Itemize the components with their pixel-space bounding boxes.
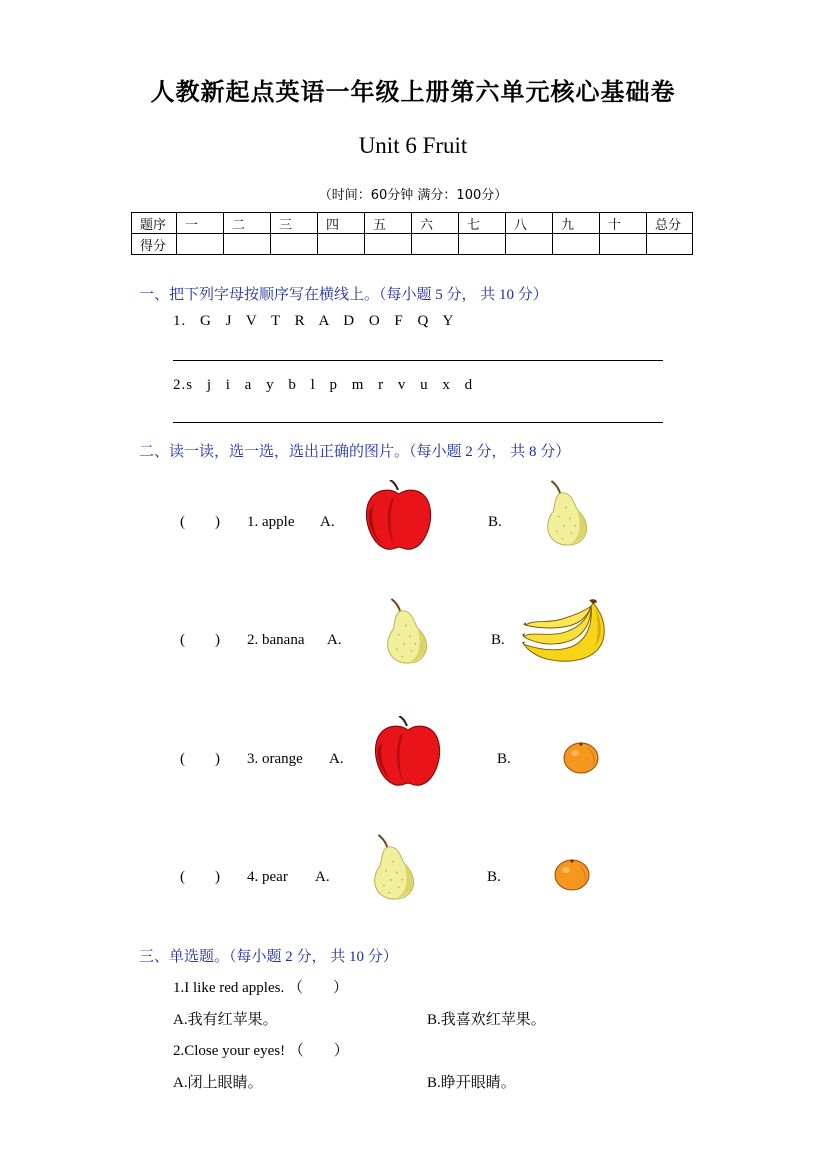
unit-subtitle: Unit 6 Fruit (358, 133, 468, 158)
apple-icon[interactable] (373, 716, 443, 788)
section3-q2-option-b[interactable]: B.睁开眼睛。 (427, 1075, 516, 1091)
section3-q1-option-b[interactable]: B.我喜欢红苹果。 (427, 1012, 546, 1028)
time-note: （时间：60分钟 满分：100分） (318, 188, 508, 203)
orange-icon[interactable] (561, 739, 601, 775)
score-cell[interactable] (271, 234, 318, 255)
item-1-word: 1. apple (247, 514, 295, 530)
item-3-word: 3. orange (247, 751, 303, 767)
score-col-3: 三 (271, 213, 318, 234)
option-a-label: A. (320, 514, 335, 530)
score-col-2: 二 (224, 213, 271, 234)
section3-q2: 2.Close your eyes! （ ） (173, 1043, 349, 1059)
page-title: 人教新起点英语一年级上册第六单元核心基础卷 (150, 78, 676, 106)
answer-bracket[interactable]: ( ) (180, 514, 220, 530)
score-cell[interactable] (318, 234, 365, 255)
section2-heading (139, 440, 570, 461)
score-cell[interactable] (177, 234, 224, 255)
score-col-6: 六 (412, 213, 459, 234)
section2-points: （每小题 2 分， 共 8 分） (409, 444, 571, 460)
option-b-label: B. (497, 751, 511, 767)
score-col-8: 八 (506, 213, 553, 234)
score-cell[interactable] (459, 234, 506, 255)
orange-icon[interactable] (552, 856, 592, 892)
score-cell[interactable] (600, 234, 647, 255)
score-cell[interactable] (506, 234, 553, 255)
section3-heading (139, 945, 398, 966)
answer-line-1[interactable] (173, 360, 663, 361)
section1-points: （每小题 5 分， 共 10 分） (379, 287, 548, 303)
option-a-label: A. (315, 869, 330, 885)
item-2-word: 2. banana (247, 632, 305, 648)
section3-q1: 1.I like red apples. （ ） (173, 980, 348, 996)
score-col-total: 总分 (647, 213, 693, 234)
option-b-label: B. (491, 632, 505, 648)
score-table (131, 212, 693, 255)
banana-icon[interactable] (522, 594, 618, 668)
pear-icon[interactable] (544, 480, 590, 546)
pear-icon[interactable] (371, 834, 417, 900)
score-value-row (132, 234, 693, 255)
score-col-5: 五 (365, 213, 412, 234)
score-col-7: 七 (459, 213, 506, 234)
score-col-4: 四 (318, 213, 365, 234)
section3-q2-option-a[interactable]: A.闭上眼睛。 (173, 1075, 263, 1091)
section1-q1: 1. G J V T R A D O F Q Y (173, 313, 455, 329)
section1-heading (139, 283, 548, 304)
section2-title: 二、读一读，选一选，选出正确的图片。 (139, 442, 410, 460)
apple-icon[interactable] (364, 480, 434, 552)
section1-q2: 2.s j i a y b l p m r v u x d (173, 377, 474, 393)
score-col-10: 十 (600, 213, 647, 234)
score-cell[interactable] (553, 234, 600, 255)
item-4-word: 4. pear (247, 869, 288, 885)
section3-q1-option-a[interactable]: A.我有红苹果。 (173, 1012, 278, 1028)
score-cell[interactable] (647, 234, 693, 255)
score-cell[interactable] (224, 234, 271, 255)
score-col-label: 题序 (132, 213, 177, 234)
score-col-9: 九 (553, 213, 600, 234)
answer-bracket[interactable]: ( ) (180, 869, 220, 885)
answer-bracket[interactable]: ( ) (180, 751, 220, 767)
option-b-label: B. (488, 514, 502, 530)
section3-points: （每小题 2 分， 共 10 分） (229, 949, 398, 965)
option-b-label: B. (487, 869, 501, 885)
section3-title: 三、单选题。 (139, 947, 230, 965)
score-cell[interactable] (365, 234, 412, 255)
pear-icon[interactable] (384, 598, 430, 664)
score-header-row (132, 213, 693, 234)
option-a-label: A. (327, 632, 342, 648)
score-cell[interactable] (412, 234, 459, 255)
score-col-1: 一 (177, 213, 224, 234)
option-a-label: A. (329, 751, 344, 767)
answer-line-2[interactable] (173, 422, 663, 423)
answer-bracket[interactable]: ( ) (180, 632, 220, 648)
score-row-label: 得分 (132, 234, 177, 255)
section1-title: 一、把下列字母按顺序写在横线上。 (139, 285, 380, 303)
